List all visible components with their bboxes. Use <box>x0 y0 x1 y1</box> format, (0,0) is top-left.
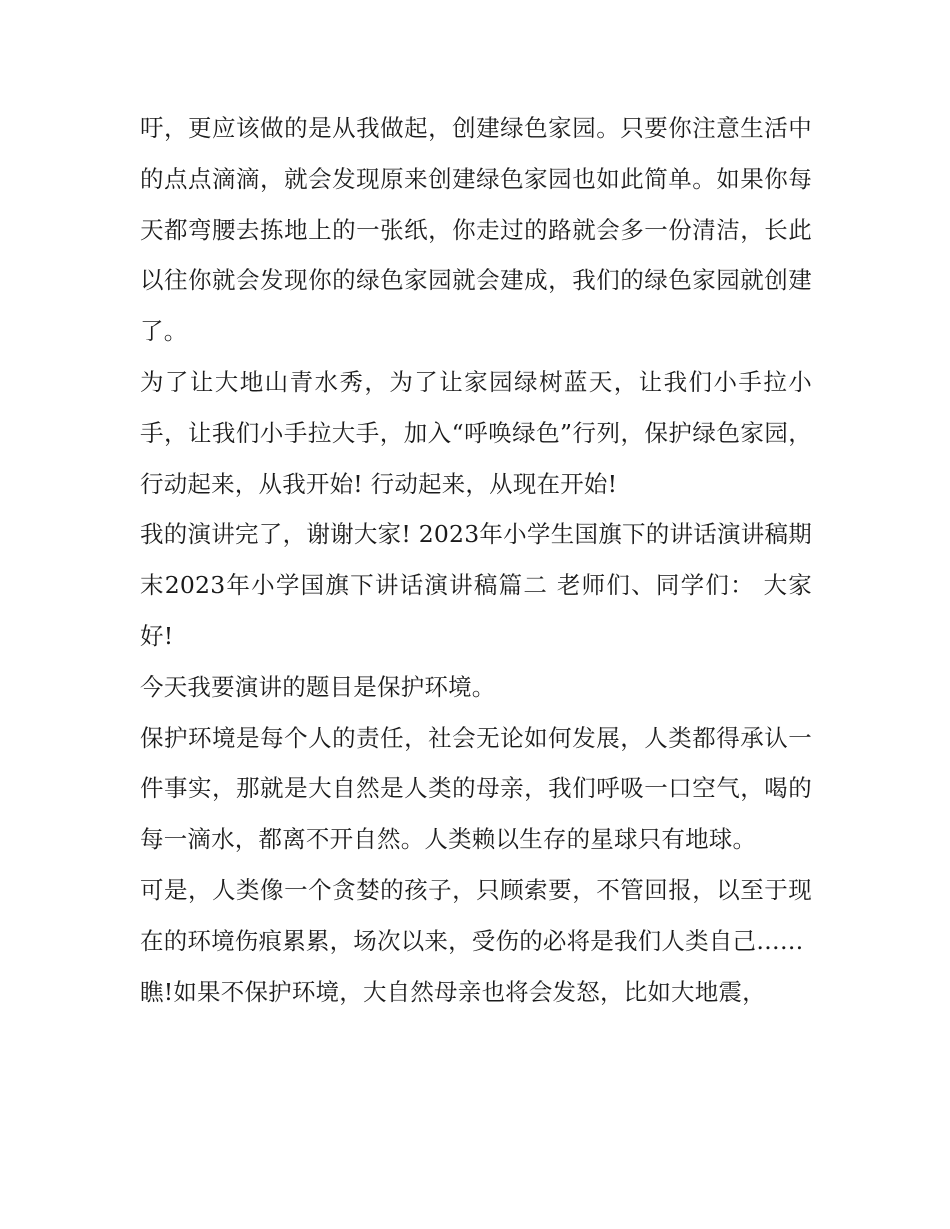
document-page <box>140 103 812 1017</box>
paragraph-7: 瞧!如果不保护环境，大自然母亲也将会发怒，比如大地震， <box>140 977 766 1006</box>
paragraph-5: 保护环境是每个人的责任，社会无论如何发展，人类都得承认一件事实，那就是大自然是人类的母亲，我们呼吸一口空气，喝的每一滴水，都离不开自然。人类赖以生存的星球只有地球。 <box>140 723 812 854</box>
paragraph-2: 为了让大地山青水秀，为了让家园绿树蓝天，让我们小手拉小手，让我们小手拉大手，加入“呼唤绿色”行列，保护绿色家园，行动起来，从我开始! 行动起来，从现在开始! <box>140 367 812 498</box>
paragraph-4: 今天我要演讲的题目是保护环境。 <box>140 672 496 701</box>
paragraph-6: 可是，人类像一个贪婪的孩子，只顾索要，不管回报，以至于现在的环境伤痕累累，场次以来，受伤的必将是我们人类自己…… <box>140 875 812 955</box>
paragraph-3: 我的演讲完了，谢谢大家! 2023年小学生国旗下的讲话演讲稿期末2023年小学国旗下讲话演讲稿篇二 老师们、同学们： 大家好! <box>140 520 812 650</box>
paragraph-1: 吁，更应该做的是从我做起，创建绿色家园。只要你注意生活中的点点滴滴，就会发现原来创建绿色家园也如此简单。如果你每天都弯腰去拣地上的一张纸，你走过的路就会多一份清洁，长此以往你就会发现你的绿色家园就会建成，我们的绿色家园就创建了。 <box>140 114 812 346</box>
